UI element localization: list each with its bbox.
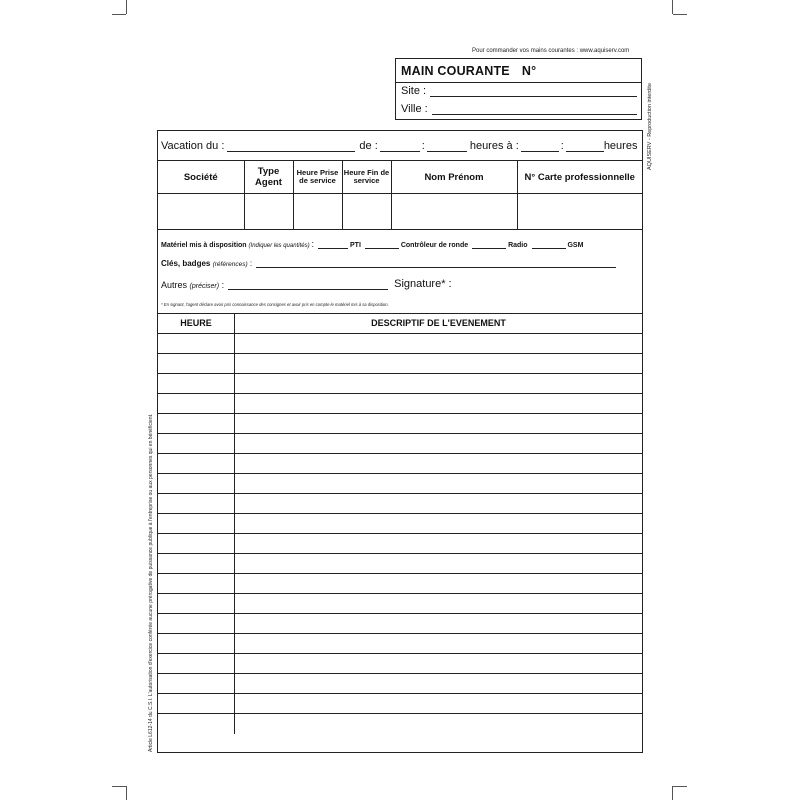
log-descriptif-cell[interactable]: [235, 654, 642, 673]
log-row[interactable]: [158, 374, 642, 394]
crop-mark: [672, 786, 673, 800]
log-descriptif-cell[interactable]: [235, 594, 642, 613]
log-row[interactable]: [158, 634, 642, 654]
crop-mark: [672, 0, 673, 14]
log-heure-cell[interactable]: [158, 514, 235, 533]
main-courante-title: MAIN COURANTE N°: [401, 64, 537, 78]
log-heure-cell[interactable]: [158, 594, 235, 613]
log-descriptif-cell[interactable]: [235, 634, 642, 653]
log-descriptif-cell[interactable]: [235, 714, 642, 734]
log-heure-cell[interactable]: [158, 534, 235, 553]
legal-side-text: Article L612-14 du C.S.I. L'autorisation d'exercice conférée aucune prérogative de puissance publique à l'entreprise ou aux personnes qui en bénéficient.: [148, 413, 154, 752]
signature-label: Signature* :: [394, 278, 452, 290]
log-heure-cell[interactable]: [158, 554, 235, 573]
cell-societe[interactable]: [158, 194, 244, 230]
log-row[interactable]: [158, 654, 642, 674]
cell-heure-fin[interactable]: [342, 194, 391, 230]
header-societe: Société: [158, 161, 244, 194]
log-heure-cell[interactable]: [158, 714, 235, 734]
crop-mark: [112, 14, 126, 15]
main-form: [157, 130, 643, 753]
log-row[interactable]: [158, 474, 642, 494]
log-heure-cell[interactable]: [158, 674, 235, 693]
log-heure-cell[interactable]: [158, 474, 235, 493]
header-heure: HEURE: [158, 314, 235, 333]
footnote: * En signant, l'agent déclare avoir pris connaissance des consignes et avoir pris en compte le matériel mis à sa disposition.: [161, 302, 389, 307]
log-descriptif-cell[interactable]: [235, 674, 642, 693]
ville-field[interactable]: Ville :: [401, 103, 637, 115]
log-descriptif-cell[interactable]: [235, 394, 642, 413]
autres-line[interactable]: Autres (préciser) : Signature* :: [161, 278, 452, 290]
log-descriptif-cell[interactable]: [235, 534, 642, 553]
log-row[interactable]: [158, 674, 642, 694]
log-row[interactable]: [158, 594, 642, 614]
log-heure-cell[interactable]: [158, 614, 235, 633]
order-note: Pour commander vos mains courantes : www.aquiserv.com: [472, 48, 630, 54]
log-heure-cell[interactable]: [158, 494, 235, 513]
event-log-table: [158, 314, 642, 734]
crop-mark: [126, 0, 127, 14]
log-row[interactable]: [158, 534, 642, 554]
log-heure-cell[interactable]: [158, 654, 235, 673]
materiel-line[interactable]: Matériel mis à disposition (Indiquer les quantités) : PTI Contrôleur de ronde Radio GSM: [161, 239, 584, 249]
header-type-agent: Type Agent: [244, 161, 293, 194]
log-row[interactable]: [158, 414, 642, 434]
log-descriptif-cell[interactable]: [235, 414, 642, 433]
header-heure-prise: Heure Prise de service: [293, 161, 342, 194]
header-heure-fin: Heure Fin de service: [342, 161, 391, 194]
log-row[interactable]: [158, 714, 642, 734]
agent-table: [158, 160, 642, 230]
log-heure-cell[interactable]: [158, 414, 235, 433]
log-heure-cell[interactable]: [158, 694, 235, 713]
log-row[interactable]: [158, 394, 642, 414]
log-heure-cell[interactable]: [158, 374, 235, 393]
log-heure-cell[interactable]: [158, 394, 235, 413]
log-row[interactable]: [158, 354, 642, 374]
crop-mark: [673, 786, 687, 787]
log-heure-cell[interactable]: [158, 354, 235, 373]
log-descriptif-cell[interactable]: [235, 554, 642, 573]
log-row[interactable]: [158, 694, 642, 714]
log-descriptif-cell[interactable]: [235, 514, 642, 533]
log-heure-cell[interactable]: [158, 454, 235, 473]
crop-mark: [126, 786, 127, 800]
log-descriptif-cell[interactable]: [235, 334, 642, 353]
site-field[interactable]: Site :: [401, 85, 637, 97]
cell-carte-pro[interactable]: [517, 194, 642, 230]
header-descriptif: DESCRIPTIF DE L'EVENEMENT: [371, 318, 506, 328]
log-descriptif-cell[interactable]: [235, 574, 642, 593]
cell-heure-prise[interactable]: [293, 194, 342, 230]
cles-badges-line[interactable]: Clés, badges (références) :: [161, 259, 616, 268]
header-nom-prenom: Nom Prénom: [391, 161, 517, 194]
log-descriptif-cell[interactable]: [235, 354, 642, 373]
cell-type-agent[interactable]: [244, 194, 293, 230]
log-descriptif-cell[interactable]: [235, 434, 642, 453]
log-descriptif-cell[interactable]: [235, 494, 642, 513]
log-descriptif-cell[interactable]: [235, 474, 642, 493]
log-row[interactable]: [158, 434, 642, 454]
log-row[interactable]: [158, 334, 642, 354]
log-header-row: [158, 314, 642, 334]
log-descriptif-cell[interactable]: [235, 454, 642, 473]
log-row[interactable]: [158, 574, 642, 594]
log-descriptif-cell[interactable]: [235, 374, 642, 393]
copyright-side-text: AQUISERV - Reproduction interdite: [647, 82, 653, 170]
header-carte-pro: N° Carte professionnelle: [517, 161, 642, 194]
log-row[interactable]: [158, 494, 642, 514]
log-row[interactable]: [158, 454, 642, 474]
vacation-line[interactable]: Vacation du : de : : heures à : : heures: [161, 140, 638, 152]
crop-mark: [112, 786, 126, 787]
cell-nom-prenom[interactable]: [391, 194, 517, 230]
log-heure-cell[interactable]: [158, 634, 235, 653]
log-heure-cell[interactable]: [158, 434, 235, 453]
log-heure-cell[interactable]: [158, 574, 235, 593]
log-row[interactable]: [158, 554, 642, 574]
log-heure-cell[interactable]: [158, 334, 235, 353]
log-row[interactable]: [158, 614, 642, 634]
log-row[interactable]: [158, 514, 642, 534]
log-descriptif-cell[interactable]: [235, 694, 642, 713]
crop-mark: [673, 14, 687, 15]
main-courante-box: [395, 58, 642, 120]
log-descriptif-cell[interactable]: [235, 614, 642, 633]
